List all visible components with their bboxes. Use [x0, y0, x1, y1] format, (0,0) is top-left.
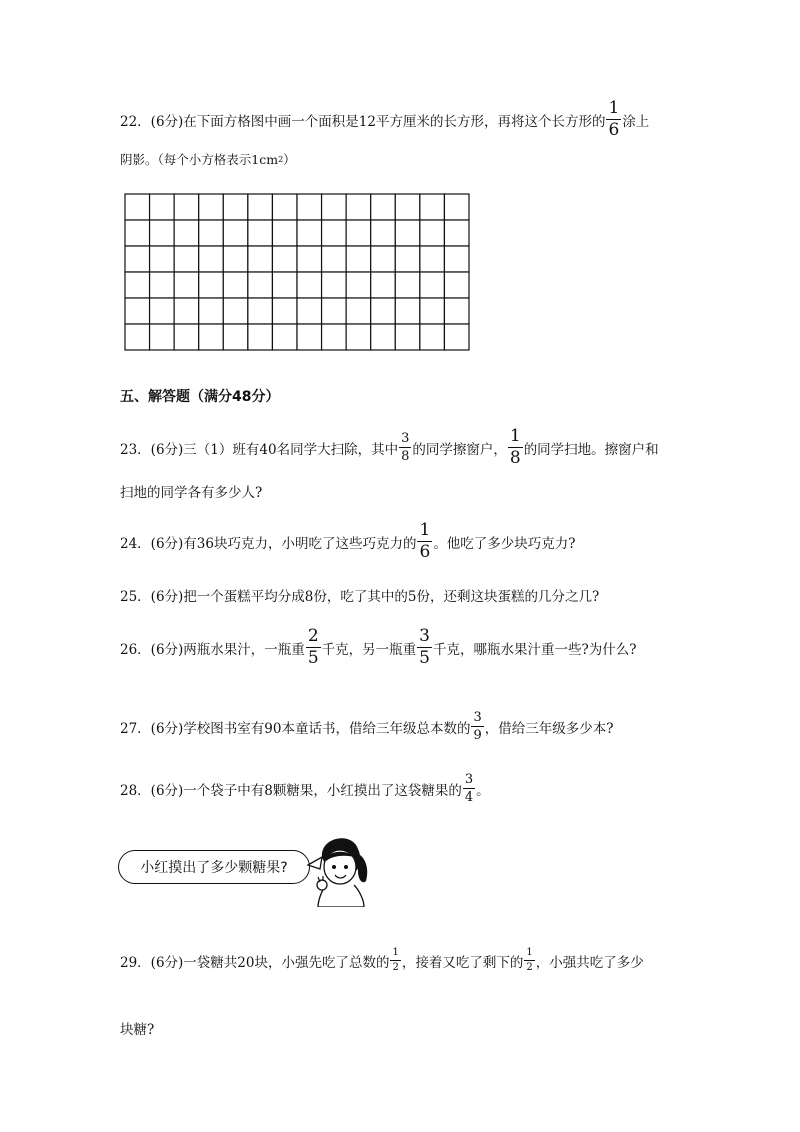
grid-cell[interactable]: [223, 272, 248, 298]
grid-cell[interactable]: [199, 272, 224, 298]
grid-cell[interactable]: [346, 246, 371, 272]
grid-cell[interactable]: [248, 298, 273, 324]
grid-cell[interactable]: [346, 220, 371, 246]
question-22-line2: 阴影。（每个小方格表示1cm 2 ）: [120, 152, 296, 167]
section-title: 五、解答题（满分48分）: [120, 389, 280, 405]
grid-cell[interactable]: [199, 324, 224, 350]
grid-cell[interactable]: [371, 220, 396, 246]
grid-cell[interactable]: [420, 246, 445, 272]
grid-cell[interactable]: [272, 246, 297, 272]
grid-cell[interactable]: [223, 194, 248, 220]
q28-fraction: $\frac{3}{4}$: [464, 772, 474, 805]
grid-cell[interactable]: [371, 298, 396, 324]
grid-cell[interactable]: [346, 324, 371, 350]
grid-cell[interactable]: [297, 194, 322, 220]
q29-fraction-2: $\frac{1}{2}$: [526, 947, 533, 973]
grid-cell[interactable]: [444, 298, 469, 324]
grid-cell[interactable]: [272, 272, 297, 298]
question-22-line1: [120, 100, 649, 139]
grid-cell[interactable]: [223, 246, 248, 272]
grid-cell[interactable]: [125, 324, 150, 350]
grid-cell[interactable]: [125, 194, 150, 220]
grid-cell[interactable]: [297, 298, 322, 324]
grid-cell[interactable]: [199, 194, 224, 220]
grid-cell[interactable]: [444, 194, 469, 220]
grid-cell[interactable]: [444, 272, 469, 298]
grid-cell[interactable]: [125, 220, 150, 246]
grid-cell[interactable]: [395, 246, 420, 272]
question-29-line1: 29．(6分)一袋糖共20块，小强先吃了总数的 $\frac{1}{2}$ ，接着又吃了剩下的 $\frac{1}{2}$ ，小强共吃了多少: [120, 947, 644, 973]
question-27: 27．(6分)学校图书室有90本童话书，借给三年级总本数的 $\frac{3}{9}$ ，借给三年级多少本?: [120, 710, 614, 743]
square-grid[interactable]: [124, 193, 470, 351]
q26-fraction-1: $\frac{2}{5}$: [307, 626, 319, 668]
grid-cell[interactable]: [346, 298, 371, 324]
grid-cell[interactable]: [150, 324, 175, 350]
grid-cell[interactable]: [297, 272, 322, 298]
grid-cell[interactable]: [248, 272, 273, 298]
grid-cell[interactable]: [272, 220, 297, 246]
grid-cell[interactable]: [150, 194, 175, 220]
grid-cell[interactable]: [371, 246, 396, 272]
q26-fraction-2: $\frac{3}{5}$: [419, 626, 430, 668]
grid-cell[interactable]: [395, 272, 420, 298]
grid-cell[interactable]: [174, 298, 199, 324]
grid-cell[interactable]: [223, 324, 248, 350]
grid-cell[interactable]: [223, 220, 248, 246]
grid-cell[interactable]: [174, 272, 199, 298]
grid-cell[interactable]: [322, 194, 347, 220]
grid-cell[interactable]: [297, 220, 322, 246]
grid-cell[interactable]: [150, 246, 175, 272]
grid-cell[interactable]: [395, 220, 420, 246]
grid-cell[interactable]: [322, 246, 347, 272]
speech-bubble: [118, 850, 310, 884]
grid-cell[interactable]: [371, 272, 396, 298]
grid-cell[interactable]: [174, 194, 199, 220]
grid-cell[interactable]: [174, 324, 199, 350]
question-23-line1: 23．(6分)三（1）班有40名同学大扫除，其中 $\frac{3}{8}$ 的同学擦窗户， $\frac{1}{8}$ 的同学扫地。擦窗户和: [120, 426, 659, 468]
grid-cell[interactable]: [125, 246, 150, 272]
grid-cell[interactable]: [297, 324, 322, 350]
question-23-line2: 扫地的同学各有多少人?: [120, 485, 263, 501]
grid-cell[interactable]: [248, 194, 273, 220]
grid-cell[interactable]: [199, 220, 224, 246]
grid-cell[interactable]: [125, 298, 150, 324]
q23-fraction-2: $\frac{1}{8}$: [509, 426, 521, 468]
grid-cell[interactable]: [420, 272, 445, 298]
grid-cell[interactable]: [444, 246, 469, 272]
question-25: 25．(6分)把一个蛋糕平均分成8份，吃了其中的5份，还剩这块蛋糕的几分之几?: [120, 589, 600, 605]
girl-illustration: [300, 827, 380, 907]
q23-fraction-1: $\frac{3}{8}$: [401, 431, 410, 464]
grid-cell[interactable]: [297, 246, 322, 272]
grid-cell[interactable]: [346, 194, 371, 220]
question-24: 24．(6分)有36块巧克力，小明吃了这些巧克力的 $\frac{1}{6}$ 。他吃了多少块巧克力?: [120, 520, 576, 562]
q29-fraction-1: $\frac{1}{2}$: [392, 947, 399, 973]
grid-cell[interactable]: [199, 246, 224, 272]
grid-cell[interactable]: [223, 298, 248, 324]
question-28: 28．(6分)一个袋子中有8颗糖果，小红摸出了这袋糖果的 $\frac{3}{4}$ 。: [120, 772, 490, 805]
q22-text-post: 涂上: [622, 113, 650, 130]
grid-cell[interactable]: [125, 272, 150, 298]
grid-cell[interactable]: [371, 324, 396, 350]
grid-cell[interactable]: [272, 194, 297, 220]
grid-cell[interactable]: [150, 220, 175, 246]
question-26: 26．(6分)两瓶水果汁，一瓶重 $\frac{2}{5}$ 千克，另一瓶重 $\frac{3}{5}$ 千克，哪瓶水果汁重一些?为什么?: [120, 626, 637, 668]
q22-fraction: $\frac{1}{6}$: [608, 98, 620, 140]
grid-cell[interactable]: [395, 194, 420, 220]
grid-cell[interactable]: [322, 298, 347, 324]
grid-cell[interactable]: [150, 298, 175, 324]
grid-cell[interactable]: [174, 220, 199, 246]
grid-cell[interactable]: [346, 272, 371, 298]
grid-cell[interactable]: [420, 324, 445, 350]
grid-cell[interactable]: [420, 298, 445, 324]
grid-cell[interactable]: [248, 220, 273, 246]
grid-cell[interactable]: [444, 324, 469, 350]
grid-cell[interactable]: [150, 272, 175, 298]
q24-fraction: $\frac{1}{6}$: [419, 520, 431, 562]
grid-cell[interactable]: [174, 246, 199, 272]
grid-cell[interactable]: [322, 272, 347, 298]
grid-cell[interactable]: [395, 298, 420, 324]
grid-cell[interactable]: [248, 246, 273, 272]
grid-cell[interactable]: [371, 194, 396, 220]
q27-fraction: $\frac{3}{9}$: [473, 710, 482, 743]
grid-cell[interactable]: [199, 298, 224, 324]
grid-cell[interactable]: [420, 220, 445, 246]
grid-cell[interactable]: [420, 194, 445, 220]
grid-cell[interactable]: [272, 298, 297, 324]
grid-cell[interactable]: [322, 220, 347, 246]
grid-cell[interactable]: [248, 324, 273, 350]
grid-cell[interactable]: [272, 324, 297, 350]
grid-cell[interactable]: [322, 324, 347, 350]
question-29-line2: 块糖?: [120, 1022, 155, 1038]
grid-cell[interactable]: [444, 220, 469, 246]
q22-text-pre: 22．(6分)在下面方格图中画一个面积是12平方厘米的长方形，再将这个长方形的: [120, 113, 606, 130]
speech-bubble-text: 小红摸出了多少颗糖果?: [140, 860, 288, 876]
grid-cell[interactable]: [395, 324, 420, 350]
